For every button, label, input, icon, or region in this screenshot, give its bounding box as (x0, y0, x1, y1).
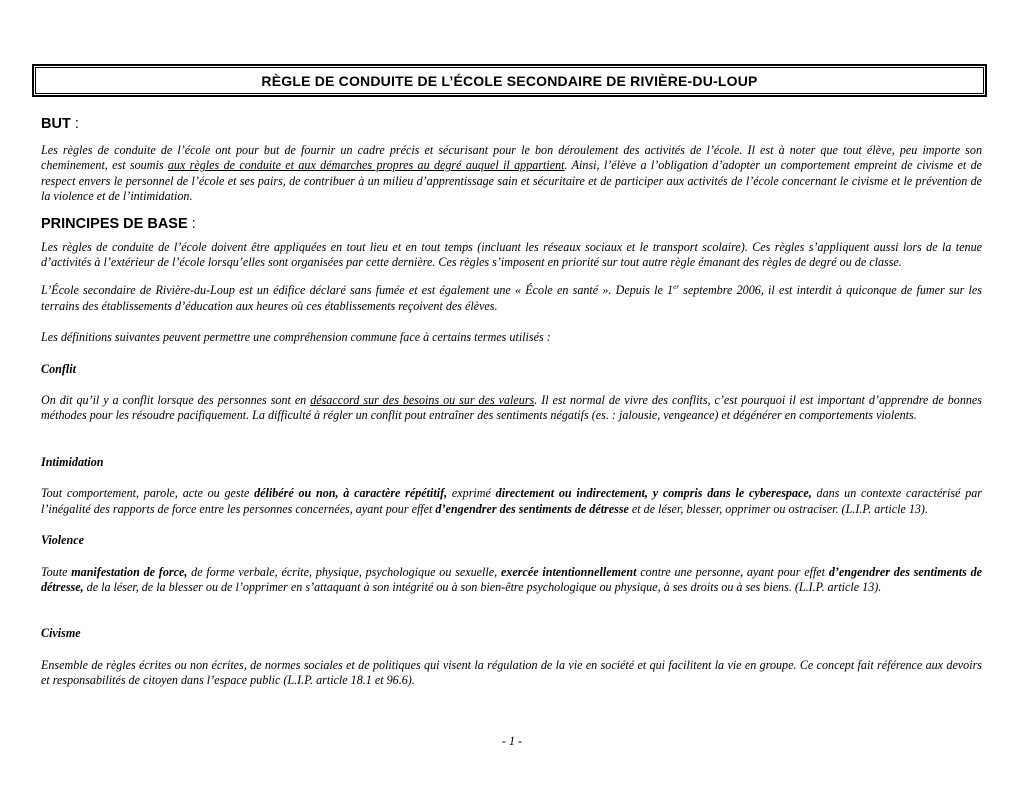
violence-definition (41, 565, 982, 596)
but-text-a: Les règles de conduite de l’école ont pour but de fournir un cadre précis et sécurisant pour le bon déroulement des activités de l’école. Il est à noter que tout élève, peu importe son cheminement, est soumis (41, 143, 982, 173)
violence-text-a: Toute (41, 564, 72, 579)
but-heading-text: BUT (41, 116, 71, 132)
violence-text-d: contre une personne, ayant pour effet (636, 564, 829, 579)
conflit-term: Conflit (41, 361, 76, 376)
violence-term: Violence (41, 533, 84, 548)
but-text-underlined: aux règles de conduite et aux démarches propres au degré auquel il appartient (167, 158, 565, 173)
principes-p2-b: septembre 2006, il est interdit à quiconque de fumer sur les terrains des établissements d’éducation aux heures où ces établissements reçoivent des élèves. (41, 283, 982, 313)
document-title: RÈGLE DE CONDUITE DE L’ÉCOLE SECONDAIRE DE RIVIÈRE-DU-LOUP (35, 67, 984, 94)
principes-paragraph-3: Les définitions suivantes peuvent permettre une compréhension commune face à certains termes utilisés : (41, 330, 551, 345)
principes-p2-sup: er (673, 283, 679, 292)
intimidation-definition (41, 486, 982, 517)
civisme-definition: Ensemble de règles écrites ou non écrites, de normes sociales et de politiques qui visent la régulation de la vie en société et qui facilitent la vie en groupe. Ce concept fait référence aux devoirs et responsabilités de citoyen dans l’espace public (L.I.P. article 18.1 et 96.6). (41, 657, 982, 688)
violence-bold-1: manifestation de force, (71, 564, 188, 579)
conflit-text-b: . Il est normal de vivre des conflits, c’est pourquoi il est important d’apprendre de bonnes méthodes pour les résoudre pacifiquement. La difficulté à régler un conflit pout entraîner des sentiments négatifs (es. : jalousie, vengeance) et dégénérer en comportements violents. (41, 393, 983, 423)
principes-paragraph-1: Les règles de conduite de l’école doivent être appliquées en tout lieu et en tout temps (incluant les réseaux sociaux et le transport scolaire). Ces règles s’appliquent aussi lors de la tenue d’activités à l’extérieur de l’école lorsqu’elles sont organisées par cette dernière. Ces règles s’imposent en priorité sur tout autre règle émanant des règles de degré ou de classe. (41, 239, 982, 270)
violence-text-c: de forme verbale, écrite, physique, psychologique ou sexuelle, (187, 564, 501, 579)
document-body (41, 114, 982, 689)
violence-bold-2: exercée intentionnellement (500, 564, 637, 579)
intimidation-text-a: Tout comportement, parole, acte ou geste (41, 486, 255, 501)
but-heading (41, 114, 982, 134)
but-heading-colon: : (70, 116, 79, 132)
title-box (32, 64, 987, 97)
civisme-term: Civisme (41, 626, 81, 641)
violence-text-e: de la léser, de la blesser ou de l’opprimer en s’attaquant à son intégrité ou à son bien-être psychologique ou physique, à ses droits ou à ses biens. (L.I.P. article 13). (83, 579, 882, 594)
principes-heading-text: PRINCIPES DE BASE (41, 215, 188, 232)
principes-paragraph-2 (41, 283, 982, 314)
but-paragraph (41, 143, 982, 205)
page-number: - 1 - (501, 734, 523, 748)
principes-heading (41, 214, 982, 234)
principes-heading-colon: : (187, 215, 196, 232)
conflit-text-underlined: désaccord sur des besoins ou sur des valeurs (310, 393, 535, 408)
intimidation-bold-3: d’engendrer des sentiments de détresse (435, 501, 629, 516)
intimidation-text-e: et de léser, blesser, opprimer ou ostraciser. (L.I.P. article 13). (628, 501, 928, 516)
intimidation-bold-1: délibéré ou non, à caractère répétitif, (254, 486, 448, 501)
but-text-b: . Ainsi, l’élève a l’obligation d’adopter un comportement empreint de civisme et de respect envers le personnel de l’école et ses pairs, de contribuer à un milieu d’apprentissage sain et sécuritaire et de participer aux activités de l’école concernant le civisme et le prévention de la violence et de l’intimidation. (41, 158, 982, 204)
intimidation-text-c: exprimé (447, 486, 496, 501)
conflit-definition (41, 393, 982, 424)
intimidation-term: Intimidation (41, 454, 104, 469)
conflit-text-a: On dit qu’il y a conflit lorsque des personnes sont en (41, 393, 311, 408)
principes-p2-a: L’École secondaire de Rivière-du-Loup est un édifice déclaré sans fumée et est également une « École en santé ». Depuis le 1 (41, 283, 674, 298)
intimidation-bold-2: directement ou indirectement, y compris dans le cyberespace, (495, 486, 812, 501)
intimidation-text-d: dans un contexte caractérisé par l’inégalité des rapports de force entre les personnes concernées, ayant pour effet (41, 486, 983, 516)
violence-bold-3: d’engendrer des sentiments de détresse, (41, 564, 983, 594)
